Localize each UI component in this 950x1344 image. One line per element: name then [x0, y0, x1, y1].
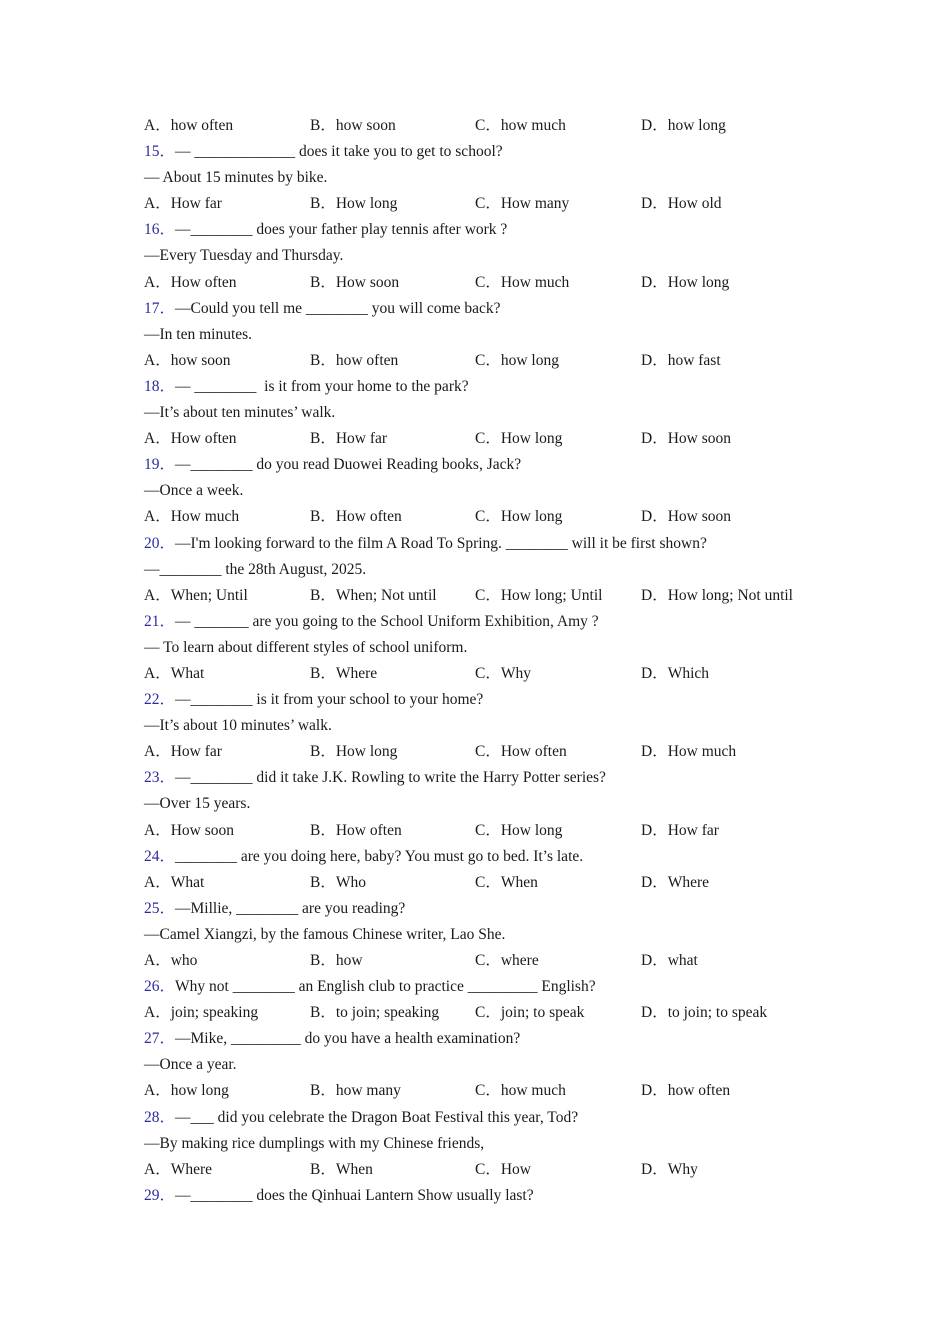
option-d: D．Where — [641, 873, 709, 891]
option-a: A．What — [144, 664, 205, 682]
question-number: 16． — [144, 221, 176, 239]
options-row — [144, 426, 844, 452]
option-c: C．how long — [475, 351, 559, 369]
answer-line: —Once a year. — [144, 1056, 237, 1074]
question-number: 20． — [144, 534, 176, 552]
option-a: A．What — [144, 873, 205, 891]
question-number: 21． — [144, 612, 176, 630]
option-d: D．How long — [641, 273, 730, 291]
question-number: 28． — [144, 1108, 176, 1126]
option-b: B．How often — [310, 508, 402, 526]
question-text: —________ does your father play tennis after work ? — [175, 221, 508, 239]
option-b: B．How long — [310, 743, 398, 761]
question-stem — [144, 687, 844, 713]
option-b: B．Who — [310, 873, 366, 891]
option-b: B．How long — [310, 195, 398, 213]
question-stem — [144, 974, 844, 1000]
option-a: A．How far — [144, 743, 222, 761]
options-row — [144, 1157, 844, 1183]
answer-line: — About 15 minutes by bike. — [144, 169, 328, 187]
question-number: 26． — [144, 978, 176, 996]
option-d: D．how long — [641, 117, 726, 134]
question-text: —________ is it from your school to your home? — [175, 691, 484, 709]
question-list — [144, 113, 844, 1209]
option-b: B．How soon — [310, 273, 400, 291]
options-row — [144, 739, 844, 765]
question-stem — [144, 1183, 844, 1209]
option-c: C．How long; Until — [475, 586, 603, 604]
option-b: B．how — [310, 952, 363, 969]
question-text: ________ are you doing here, baby? You must go to bed. It’s late. — [175, 847, 584, 865]
question-text: —Could you tell me ________ you will come back? — [175, 299, 501, 317]
option-a: A．How often — [144, 430, 237, 448]
answer-line: — To learn about different styles of school uniform. — [144, 638, 468, 656]
question-text: —________ does the Qinhuai Lantern Show usually last? — [175, 1186, 534, 1204]
options-row — [144, 870, 844, 896]
question-stem — [144, 609, 844, 635]
answer-line: —By making rice dumplings with my Chinese friends, — [144, 1134, 485, 1152]
options-row — [144, 818, 844, 844]
answer-line: —Once a week. — [144, 482, 244, 500]
option-d: D．How long; Not until — [641, 586, 793, 604]
question-stem — [144, 844, 844, 870]
option-d: D．How far — [641, 821, 719, 839]
option-d: D．how fast — [641, 351, 721, 369]
question-number: 19． — [144, 456, 176, 474]
option-c: C．When — [475, 873, 538, 891]
answer-line: —It’s about ten minutes’ walk. — [144, 404, 336, 422]
options-row — [144, 113, 844, 139]
question-text: —Mike, _________ do you have a health examination? — [175, 1030, 521, 1048]
option-c: C．How much — [475, 273, 570, 291]
question-text: — ________ is it from your home to the park? — [175, 377, 469, 395]
question-stem — [144, 1026, 844, 1052]
option-a: A．Where — [144, 1160, 212, 1178]
options-row — [144, 270, 844, 296]
question-number: 29． — [144, 1186, 176, 1204]
option-a: A．How far — [144, 195, 222, 213]
question-stem — [144, 896, 844, 922]
option-a: A．how often — [144, 117, 234, 134]
option-a: A．How much — [144, 508, 240, 526]
option-c: C．where — [475, 952, 539, 969]
option-c: C．How long — [475, 821, 563, 839]
options-row — [144, 583, 844, 609]
option-d: D．what — [641, 952, 698, 969]
option-c: C．How long — [475, 430, 563, 448]
options-row — [144, 504, 844, 530]
option-b: B．how many — [310, 1082, 401, 1100]
option-d: D．to join; to speak — [641, 1004, 768, 1022]
question-text: — _______ are you going to the School Uniform Exhibition, Amy ? — [175, 612, 599, 630]
question-stem — [144, 217, 844, 243]
option-c: C．How many — [475, 195, 570, 213]
options-row — [144, 1000, 844, 1026]
option-d: D．How old — [641, 195, 722, 213]
question-number: 24． — [144, 847, 176, 865]
question-text: —________ do you read Duowei Reading books, Jack? — [175, 456, 522, 474]
option-c: C．join; to speak — [475, 1004, 585, 1022]
options-row — [144, 661, 844, 687]
question-text: Why not ________ an English club to practice _________ English? — [175, 978, 596, 996]
option-c: C．how much — [475, 1082, 566, 1100]
options-row — [144, 191, 844, 217]
option-b: B．how often — [310, 351, 399, 369]
question-text: —________ did it take J.K. Rowling to write the Harry Potter series? — [175, 769, 606, 787]
option-d: D．how often — [641, 1082, 731, 1100]
option-a: A．How often — [144, 273, 237, 291]
option-a: A．join; speaking — [144, 1004, 259, 1022]
question-stem — [144, 296, 844, 322]
option-b: B．When; Not until — [310, 586, 437, 604]
question-stem — [144, 765, 844, 791]
options-row — [144, 1078, 844, 1104]
option-b: B．How often — [310, 821, 402, 839]
question-stem — [144, 452, 844, 478]
option-c: C．How long — [475, 508, 563, 526]
question-stem — [144, 1105, 844, 1131]
question-number: 17． — [144, 299, 176, 317]
option-d: D．How soon — [641, 508, 731, 526]
option-d: D．How much — [641, 743, 737, 761]
answer-line: —Every Tuesday and Thursday. — [144, 247, 344, 265]
option-d: D．Which — [641, 664, 710, 682]
question-number: 25． — [144, 899, 176, 917]
option-b: B．to join; speaking — [310, 1004, 440, 1022]
question-number: 22． — [144, 691, 176, 709]
options-row — [144, 348, 844, 374]
question-stem — [144, 531, 844, 557]
option-b: B．Where — [310, 664, 378, 682]
option-b: B．how soon — [310, 117, 396, 134]
option-c: C．How often — [475, 743, 567, 761]
question-number: 23． — [144, 769, 176, 787]
option-c: C．Why — [475, 664, 531, 682]
question-number: 18． — [144, 377, 176, 395]
option-c: C．how much — [475, 117, 566, 134]
question-text: — _____________ does it take you to get to school? — [175, 143, 503, 161]
option-b: B．When — [310, 1160, 373, 1178]
option-c: C．How — [475, 1160, 531, 1178]
options-row — [144, 948, 844, 974]
option-a: A．how soon — [144, 351, 231, 369]
option-a: A．who — [144, 952, 198, 969]
question-stem — [144, 374, 844, 400]
question-number: 27． — [144, 1030, 176, 1048]
question-text: —I'm looking forward to the film A Road To Spring. ________ will it be first shown? — [175, 534, 707, 552]
answer-line: —Over 15 years. — [144, 795, 251, 813]
option-b: B．How far — [310, 430, 388, 448]
question-text: —___ did you celebrate the Dragon Boat Festival this year, Tod? — [175, 1108, 579, 1126]
option-d: D．How soon — [641, 430, 731, 448]
question-stem — [144, 139, 844, 165]
option-a: A．How soon — [144, 821, 234, 839]
answer-line: —________ the 28th August, 2025. — [144, 560, 367, 578]
answer-line: —Camel Xiangzi, by the famous Chinese writer, Lao She. — [144, 925, 506, 943]
option-d: D．Why — [641, 1160, 698, 1178]
option-a: A．how long — [144, 1082, 229, 1100]
option-a: A．When; Until — [144, 586, 248, 604]
answer-line: —It’s about 10 minutes’ walk. — [144, 717, 332, 735]
question-number: 15． — [144, 143, 176, 161]
question-text: —Millie, ________ are you reading? — [175, 899, 406, 917]
answer-line: —In ten minutes. — [144, 325, 253, 343]
